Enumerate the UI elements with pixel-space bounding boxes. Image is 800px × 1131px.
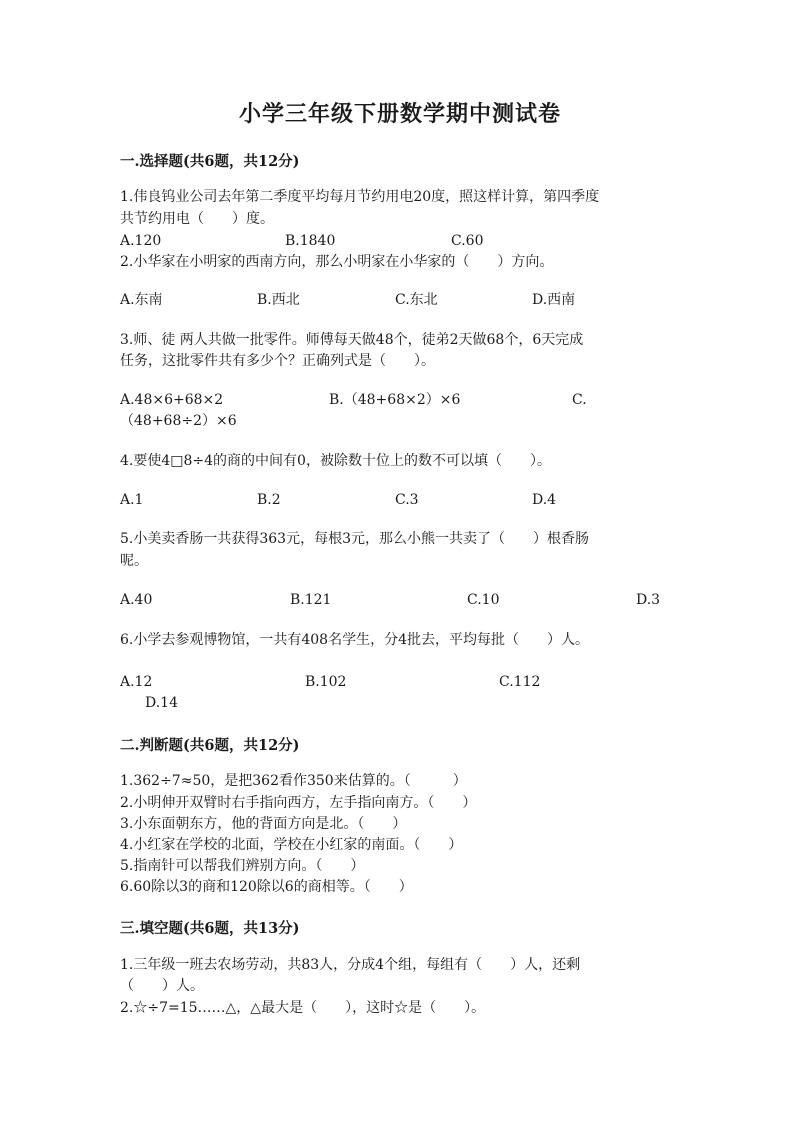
option-b: B.2: [257, 492, 281, 508]
page-title: 小学三年级下册数学期中测试卷: [238, 101, 561, 127]
judgement-item: 3.小东面朝东方，他的背面方向是北。（ ）: [120, 816, 407, 832]
question-text: 3.师、徒 两人共做一批零件。师傅每天做48个，徒弟2天做68个，6天完成: [120, 332, 584, 348]
judgement-item: 5.指南针可以帮我们辨别方向。（ ）: [120, 858, 365, 874]
question-text: 4.要使4□8÷4的商的中间有0，被除数十位上的数不可以填（ ）。: [120, 453, 551, 469]
option-a: A.东南: [120, 292, 163, 308]
option-c: C.10: [467, 592, 500, 608]
judgement-item: 2.小明伸开双臂时右手指向西方，左手指向南方。（ ）: [120, 795, 477, 811]
option-c: C.60: [451, 233, 484, 249]
option-d: D.14: [145, 695, 178, 711]
question-text: 2.小华家在小明家的西南方向，那么小明家在小华家的（ ）方向。: [120, 254, 554, 270]
option-b: B.（48+68×2）×6: [329, 392, 461, 408]
option-a: A.48×6+68×2: [120, 392, 224, 408]
option-d: D.4: [532, 492, 557, 508]
option-c: （48+68÷2）×6: [120, 413, 237, 429]
option-c: C.112: [499, 674, 541, 690]
option-d: D.西南: [532, 292, 576, 308]
question-text: 呢。: [120, 553, 148, 569]
judgement-item: 4.小红家在学校的北面，学校在小红家的南面。（ ）: [120, 837, 463, 853]
section-heading-judgement: 二.判断题(共6题，共12分): [120, 737, 300, 754]
option-c: C.东北: [395, 292, 438, 308]
question-text: 共节约用电（ ）度。: [120, 211, 274, 227]
option-c: C.3: [395, 492, 419, 508]
fill-blank-item: 2.☆÷7=15……△，△最大是（ ），这时☆是（ ）。: [120, 1000, 486, 1016]
question-text: 5.小美卖香肠一共获得363元，每根3元，那么小熊一共卖了（ ）根香肠: [120, 531, 589, 547]
option-d: D.3: [636, 592, 661, 608]
option-a: A.1: [120, 492, 144, 508]
question-text: 6.小学去参观博物馆，一共有408名学生，分4批去，平均每批（ ）人。: [120, 632, 589, 648]
section-heading-fill-blank: 三.填空题(共6题，共13分): [120, 920, 300, 937]
section-heading-choice: 一.选择题(共6题，共12分): [120, 153, 300, 170]
fill-blank-item: 1.三年级一班去农场劳动，共83人，分成4个组，每组有（ ）人，还剩: [120, 957, 581, 973]
option-b: B.121: [290, 592, 332, 608]
option-a: A.40: [120, 592, 153, 608]
judgement-item: 6.60除以3的商和120除以6的商相等。（ ）: [120, 879, 413, 895]
option-c-label: C.: [572, 392, 587, 408]
fill-blank-item: （ ）人。: [120, 978, 204, 994]
judgement-item: 1.362÷7≈50，是把362看作350来估算的。（ ）: [120, 773, 467, 789]
question-text: 1.伟良钨业公司去年第二季度平均每月节约用电20度，照这样计算，第四季度: [120, 189, 600, 205]
option-b: B.西北: [257, 292, 300, 308]
question-text: 任务，这批零件共有多少个？正确列式是（ ）。: [120, 353, 435, 369]
option-a: A.12: [120, 674, 153, 690]
option-b: B.102: [305, 674, 347, 690]
option-a: A.120: [120, 233, 162, 249]
option-b: B.1840: [285, 233, 336, 249]
